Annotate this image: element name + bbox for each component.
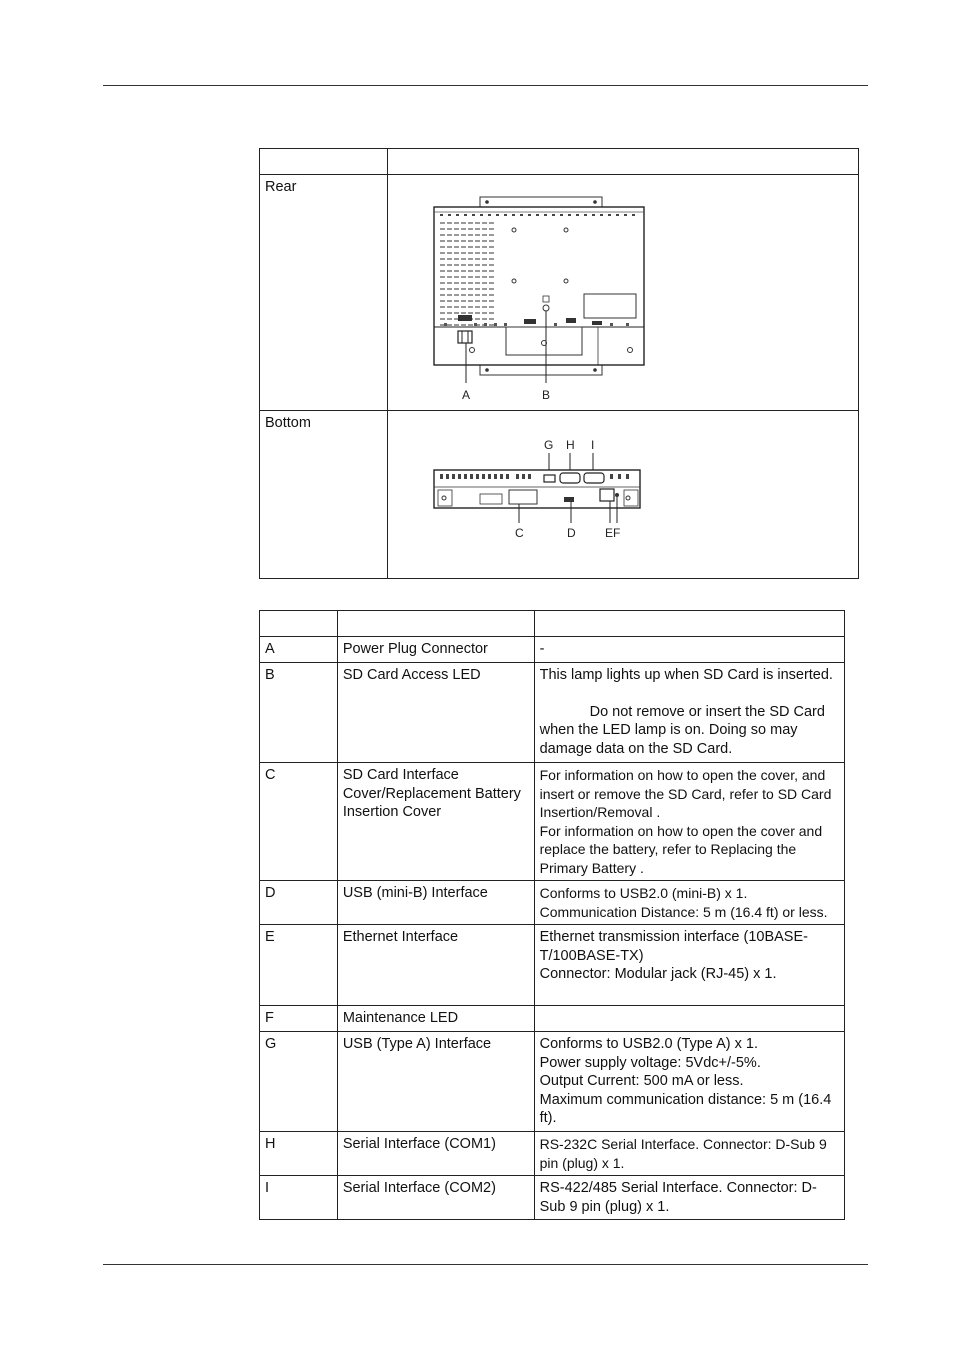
callout-label-b: B <box>542 388 551 402</box>
table-row <box>260 637 845 663</box>
table-row <box>260 881 845 925</box>
usb-mini-b-icon <box>564 497 574 502</box>
part-name-cell: Serial Interface (COM1) <box>337 1132 534 1176</box>
parts-header-row <box>260 611 845 637</box>
table-row <box>260 763 845 881</box>
view-label-cell <box>260 175 388 411</box>
callout-label-d: D <box>567 526 576 540</box>
part-desc-cell: Conforms to USB2.0 (mini-B) x 1. Communication Distance: 5 m (16.4 ft) or less. <box>534 881 844 925</box>
callout-label-g: G <box>544 438 554 452</box>
rear-body <box>434 207 644 365</box>
part-name-cell: SD Card Interface Cover/Replacement Battery Insertion Cover <box>337 763 534 881</box>
maintenance-led-icon <box>615 493 619 497</box>
parts-header-cell <box>260 611 338 637</box>
table-row <box>260 925 845 1006</box>
part-name-cell: Maintenance LED <box>337 1006 534 1032</box>
part-desc-cell <box>534 1006 844 1032</box>
parts-header-cell <box>337 611 534 637</box>
part-letter-cell: B <box>260 663 338 763</box>
part-letter-cell: F <box>260 1006 338 1032</box>
part-name-cell: SD Card Access LED <box>337 663 534 763</box>
callout-label-ef: EF <box>605 526 621 540</box>
part-letter-cell: C <box>260 763 338 881</box>
table-row <box>260 1006 845 1032</box>
views-table <box>259 148 859 579</box>
rear-hole <box>485 200 489 204</box>
view-label-bottom: Bottom <box>265 415 311 431</box>
parts-header-cell <box>534 611 844 637</box>
part-desc-cell: For information on how to open the cover, and insert or remove the SD Card, refer to SD Card Insertion/Removal . For information on how to open the cover and replace the battery, refer to Replacing the Primary Battery . <box>534 763 844 881</box>
part-desc-cell: - <box>534 637 844 663</box>
view-label-rear: Rear <box>265 179 297 195</box>
sd-card-caution-text: Do not remove or insert the SD Card when the LED lamp is on. Doing so may damage data on the SD Card. <box>539 703 825 757</box>
part-letter-cell: E <box>260 925 338 1006</box>
parts-table <box>259 610 845 1220</box>
table-row <box>260 1032 845 1132</box>
rear-top-bracket <box>480 197 602 207</box>
header-rule <box>103 85 868 86</box>
part-name-cell: USB (Type A) Interface <box>337 1032 534 1132</box>
part-desc-cell: Conforms to USB2.0 (Type A) x 1. Power supply voltage: 5Vdc+/-5%. Output Current: 500 mA or less. Maximum communication distance: 5 m (16.4 ft). <box>534 1032 844 1132</box>
rear-hole <box>593 368 597 372</box>
views-header-cell <box>260 149 388 175</box>
views-header-row <box>260 149 859 175</box>
part-name-cell: Power Plug Connector <box>337 637 534 663</box>
part-letter-cell: D <box>260 881 338 925</box>
view-label-cell <box>260 411 388 579</box>
callout-label-i: I <box>591 438 595 452</box>
callout-label-h: H <box>566 438 575 452</box>
view-row-rear <box>260 175 859 411</box>
rear-hole <box>593 200 597 204</box>
view-row-bottom <box>260 411 859 579</box>
callout-label-a: A <box>462 388 471 402</box>
part-desc-cell: This lamp lights up when SD Card is inserted. Do not remove or insert the SD Card when the LED lamp is on. Doing so may damage data on the SD Card. <box>534 663 844 763</box>
footer-rule <box>103 1264 868 1265</box>
callout-label-c: C <box>515 526 524 540</box>
part-letter-cell: G <box>260 1032 338 1132</box>
rear-view-diagram <box>388 175 858 409</box>
rear-diagram-cell <box>388 175 859 411</box>
part-letter-cell: I <box>260 1176 338 1220</box>
bottom-view-diagram <box>388 411 858 577</box>
table-row <box>260 1132 845 1176</box>
part-desc-cell: Ethernet transmission interface (10BASE-T/100BASE-TX) Connector: Modular jack (RJ-45) x 1. <box>534 925 844 1006</box>
part-desc-cell: RS-232C Serial Interface. Connector: D-Sub 9 pin (plug) x 1. <box>534 1132 844 1176</box>
rear-hole <box>485 368 489 372</box>
part-desc-cell: RS-422/485 Serial Interface. Connector: D-Sub 9 pin (plug) x 1. <box>534 1176 844 1220</box>
rear-bottom-bracket <box>480 365 602 375</box>
table-row <box>260 663 845 763</box>
part-letter-cell: H <box>260 1132 338 1176</box>
part-name-cell: USB (mini-B) Interface <box>337 881 534 925</box>
bottom-diagram-cell <box>388 411 859 579</box>
part-letter-cell: A <box>260 637 338 663</box>
views-header-cell <box>388 149 859 175</box>
table-row <box>260 1176 845 1220</box>
part-name-cell: Serial Interface (COM2) <box>337 1176 534 1220</box>
part-name-cell: Ethernet Interface <box>337 925 534 1006</box>
